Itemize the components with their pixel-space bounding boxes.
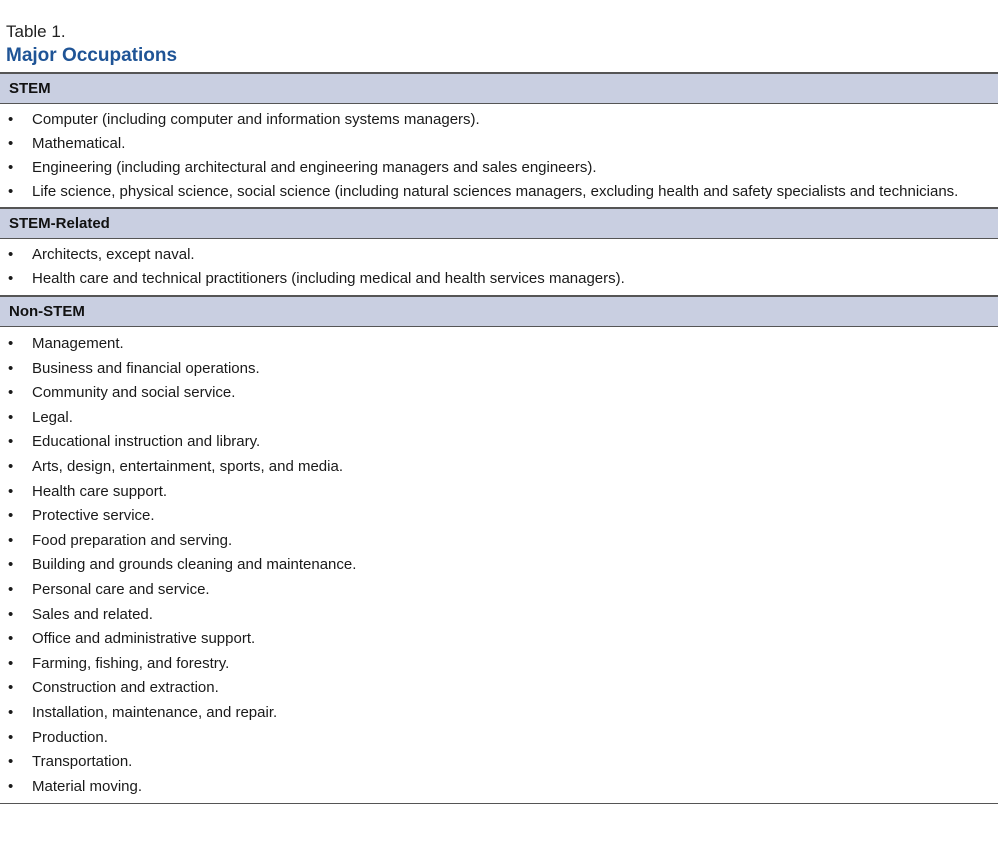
item-text: Architects, except naval. <box>32 246 195 263</box>
bullet-icon: • <box>8 531 14 549</box>
section-non-stem <box>0 295 998 803</box>
bullet-icon: • <box>8 270 14 287</box>
item-text: Transportation. <box>32 753 133 771</box>
item-text: Production. <box>32 728 108 746</box>
item-text: Food preparation and serving. <box>32 531 233 549</box>
list-item <box>0 630 998 648</box>
list-item <box>0 778 998 796</box>
section-heading: STEM-Related <box>0 207 998 239</box>
bullet-icon: • <box>8 384 14 402</box>
table-caption: Table 1. <box>6 22 66 41</box>
list-item <box>0 360 998 378</box>
table-title: Major Occupations <box>6 45 178 66</box>
bullet-icon: • <box>8 433 14 451</box>
list-item <box>0 729 998 747</box>
bullet-icon: • <box>8 580 14 598</box>
item-text: Farming, fishing, and forestry. <box>32 654 230 672</box>
item-text: Sales and related. <box>32 605 153 623</box>
bullet-icon: • <box>8 728 14 746</box>
item-text: Arts, design, entertainment, sports, and media. <box>32 457 343 475</box>
section-stem-related <box>0 207 998 295</box>
occupations-table <box>0 72 998 804</box>
table-bottom-rule <box>0 803 998 804</box>
item-text: Computer (including computer and information systems managers). <box>32 111 480 128</box>
item-text: Educational instruction and library. <box>32 433 261 451</box>
item-text: Health care and technical practitioners (including medical and health services managers). <box>32 270 625 287</box>
bullet-icon: • <box>8 679 14 697</box>
list-item <box>0 384 998 402</box>
bullet-icon: • <box>8 359 14 377</box>
bullet-icon: • <box>8 408 14 426</box>
item-list <box>0 104 998 207</box>
bullet-icon: • <box>8 183 14 200</box>
item-text: Personal care and service. <box>32 580 210 598</box>
item-text: Legal. <box>32 408 73 426</box>
list-item <box>0 704 998 722</box>
item-text: Community and social service. <box>32 384 236 402</box>
list-item <box>0 135 998 153</box>
list-item <box>0 679 998 697</box>
list-item <box>0 183 998 201</box>
section-heading: STEM <box>0 72 998 104</box>
item-text: Construction and extraction. <box>32 679 219 697</box>
list-item <box>0 159 998 177</box>
list-item <box>0 335 998 353</box>
item-list <box>0 327 998 803</box>
bullet-icon: • <box>8 507 14 525</box>
bullet-icon: • <box>8 753 14 771</box>
list-item <box>0 246 998 264</box>
list-item <box>0 433 998 451</box>
list-item <box>0 556 998 574</box>
item-text: Mathematical. <box>32 135 126 152</box>
item-text: Life science, physical science, social science (including natural sciences managers, excluding health and safety specialists and technicians. <box>32 183 959 200</box>
item-text: Engineering (including architectural and engineering managers and sales engineers). <box>32 159 597 176</box>
list-item <box>0 111 998 129</box>
list-item <box>0 270 998 288</box>
item-text: Office and administrative support. <box>32 630 256 648</box>
item-text: Protective service. <box>32 507 155 525</box>
bullet-icon: • <box>8 246 14 263</box>
list-item <box>0 458 998 476</box>
item-text: Installation, maintenance, and repair. <box>32 703 278 721</box>
list-item <box>0 532 998 550</box>
item-text: Business and financial operations. <box>32 359 260 377</box>
bullet-icon: • <box>8 135 14 152</box>
list-item <box>0 753 998 771</box>
list-item <box>0 606 998 624</box>
section-stem <box>0 72 998 207</box>
bullet-icon: • <box>8 159 14 176</box>
list-item <box>0 483 998 501</box>
list-item <box>0 409 998 427</box>
bullet-icon: • <box>8 556 14 574</box>
list-item <box>0 507 998 525</box>
item-text: Material moving. <box>32 777 143 795</box>
bullet-icon: • <box>8 111 14 128</box>
bullet-icon: • <box>8 335 14 352</box>
bullet-icon: • <box>8 630 14 648</box>
bullet-icon: • <box>8 703 14 721</box>
bullet-icon: • <box>8 654 14 672</box>
bullet-icon: • <box>8 482 14 500</box>
bullet-icon: • <box>8 457 14 475</box>
list-item <box>0 655 998 673</box>
item-text: Building and grounds cleaning and maintenance. <box>32 556 357 574</box>
item-text: Management. <box>32 335 124 352</box>
list-item <box>0 581 998 599</box>
item-list <box>0 239 998 295</box>
section-heading: Non-STEM <box>0 295 998 327</box>
item-text: Health care support. <box>32 482 168 500</box>
bullet-icon: • <box>8 605 14 623</box>
bullet-icon: • <box>8 777 14 795</box>
